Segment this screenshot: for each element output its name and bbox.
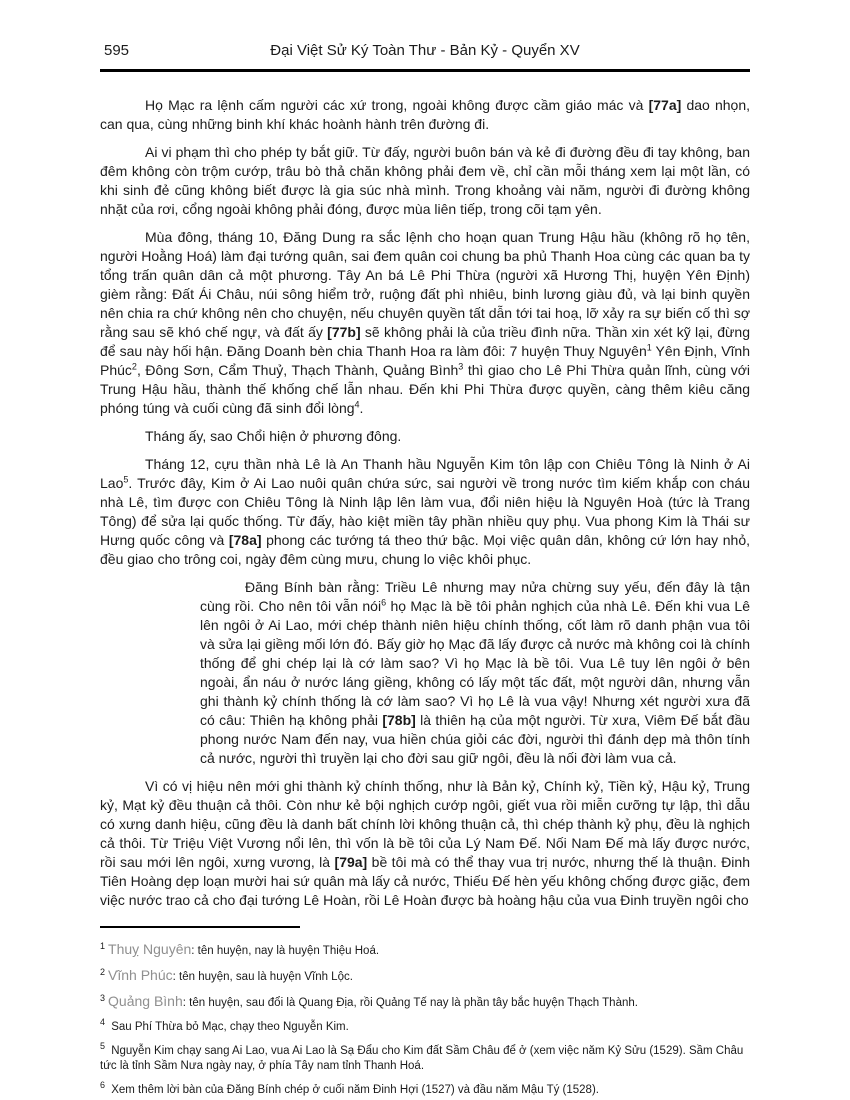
footnote-item	[100, 994, 750, 1011]
document-title: Đại Việt Sử Ký Toàn Thư - Bản Kỷ - Quyển XV	[270, 42, 580, 59]
footnote-item	[100, 1080, 750, 1098]
footnote-number: 6	[100, 1080, 106, 1091]
page-number: 595	[104, 42, 130, 59]
body-paragraph: Họ Mạc ra lệnh cấm người các xứ trong, ngoài không được cầm giáo mác và [77a] dao nhọn, can qua, cùng những binh khí khác hoành hành trên đường đi.	[100, 97, 751, 132]
folio-marker: [78a]	[228, 532, 262, 548]
footnotes	[100, 942, 750, 1098]
header-rule	[100, 69, 750, 72]
footnote-reference: 6	[381, 597, 387, 608]
body-paragraph: Mùa đông, tháng 10, Đăng Dung ra sắc lệnh cho hoạn quan Trung Hậu hầu (không rõ họ tên, người Hoằng Hoá) làm đại tướng quân, sai đem quân coi chung ba phủ Thanh Hoa cùng các quan ba ty tổng trấn quân dân cả một phương. Tây An bá Lê Phi Thừa (người xã Hương Thị, huyện Yên Định) gièm rằng: Đất Ái Châu, núi sông hiểm trở, ruộng đất phì nhiêu, binh lương giàu đủ, và lại binh quyền nên chia ra chứ không nên cho chuyện, nếu chuyên quyền tất dẫn tới tai hoạ, lỡ xảy ra sự biến cố thì sợ rằng sau sẽ khó chế ngự, và đất ấy [77b] sẽ không phải là của triều đình nữa. Thần xin xét kỹ lại, đừng để sau này hối hận. Đăng Doanh bèn chia Thanh Hoa ra làm đôi: 7 huyện Thuỵ Nguyên$^1$ Yên Định, Vĩnh Phúc$^2$, Đông Sơn, Cẩm Thuỷ, Thạch Thành, Quảng Bình$^3$ thì giao cho Lê Phi Thừa quản lĩnh, cùng với Trung Hậu hầu, thành thế khống chế lẫn nhau. Đến khi Phi Thừa được quyền, càng thêm kiêu căng phóng túng và cuối cùng đã sinh đổi lòng$^4$.	[100, 229, 750, 416]
footnote-item	[100, 1041, 750, 1074]
footnote-item	[100, 968, 750, 985]
footnote-text: Nguyễn Kim chạy sang Ai Lao, vua Ai Lao là Sạ Đẩu cho Kim đất Sầm Châu để ở (xem việc năm Kỷ Sửu (1529). Sầm Châu tức là tỉnh Sầm Nưa ngày nay, ở phía Tây nam tỉnh Thanh Hoá.	[100, 1045, 744, 1072]
footnote-text: : tên huyện, sau là huyện Vĩnh Lộc.	[172, 971, 353, 983]
quote-paragraph: Đăng Bính bàn rằng: Triều Lê nhưng may nửa chừng suy yếu, đến đây là tận cùng rồi. Cho nên tôi vẫn nói$^6$ họ Mạc là bề tôi phản nghịch của nhà Lê. Đến khi vua Lê lên ngôi ở Ai Lao, mới chép thành niên hiệu chính thống, cốt làm rõ danh phận vua tôi và sửa lại giềng mối lớn đó. Bấy giờ họ Mạc đã lấy được cả nước mà không coi là chính thống để ghi chép lại là cớ làm sao? Vì họ Mạc là bề tôi. Vua Lê tuy lên ngôi ở bên ngoài, ẩn náu ở nước láng giềng, không có lấy một tấc đất, một người dân, nhưng vẫn ghi thành kỷ chính thống là cớ làm sao? Vì họ Lê là vua vậy! Nhưng xét người xưa đã có câu: Thiên hạ không phải [78b] là thiên hạ của một người. Từ xưa, Viêm Đế bắt đầu phong nước Nam đến nay, vua hiền chúa giỏi các đời, người thì đánh dẹp mà thôn tính cả nước, người thì truyền lại cho đời sau giữ ngôi, đều là nối đời làm vua cả.	[200, 579, 750, 766]
footnote-number: 5	[100, 1041, 106, 1052]
footnote-separator	[100, 926, 300, 928]
body-paragraph: Tháng 12, cựu thần nhà Lê là An Thanh hầu Nguyễn Kim tôn lập con Chiêu Tông là Ninh ở Ai Lao$^5$. Trước đây, Kim ở Ai Lao nuôi quân chứa sức, sai người về trong nước tìm kiếm khắp con cháu nhà Lê, tìm được con Chiêu Tông là Ninh lập lên làm vua, đổi niên hiệu là Nguyên Hoà (tức là Trang Tông) để sửa lại quốc thống. Từ đấy, hào kiệt miền tây phần nhiều quy phụ. Vua phong Kim là Thái sư Hưng quốc công và [78a] phong các tướng tá theo thứ bậc. Mọi việc quân dân, không cứ lớn hay nhỏ, đều giao cho trông coi, ngày đêm cùng mưu, chung lo việc khôi phục.	[100, 456, 750, 567]
body-paragraph: Tháng ấy, sao Chổi hiện ở phương đông.	[145, 428, 402, 444]
footnote-reference: 4	[354, 399, 360, 410]
footnote-term: Vĩnh Phúc	[108, 967, 173, 983]
footnote-reference: 1	[646, 342, 652, 353]
folio-marker: [77b]	[327, 324, 361, 340]
footnote-reference: 5	[123, 474, 129, 485]
body-paragraph: Ai vi phạm thì cho phép ty bắt giữ. Từ đấy, người buôn bán và kẻ đi đường đều đi tay không, ban đêm không còn trộm cướp, trâu bò thả chăn không phải đem về, chỉ cần mỗi tháng xem lại một lần, có khi sinh đẻ cũng không biết được là gia súc nhà mình. Trong khoảng vài năm, người đi đường không nhặt của rơi, cổng ngoài không phải đóng, được mùa liên tiếp, trong cõi tạm yên.	[100, 144, 750, 217]
footnote-number: 4	[100, 1017, 106, 1028]
footnote-term: Thuỵ Nguyên	[108, 941, 192, 957]
folio-marker: [79a]	[334, 854, 368, 870]
footnote-text: : tên huyện, sau đổi là Quang Địa, rồi Quảng Tế nay là phần tây bắc huyện Thạch Thành.	[182, 997, 638, 1009]
body-text	[100, 96, 750, 910]
folio-marker: [78b]	[382, 712, 416, 728]
footnote-reference: 3	[458, 361, 464, 372]
footnote-item	[100, 942, 750, 959]
footnote-number: 2	[100, 967, 106, 978]
footnote-reference: 2	[131, 361, 137, 372]
footnote-text: : tên huyện, nay là huyện Thiệu Hoá.	[191, 945, 380, 957]
footnote-text: Sau Phí Thừa bỏ Mạc, chạy theo Nguyễn Kim.	[108, 1021, 349, 1033]
page-header	[100, 42, 750, 64]
footnote-term: Quảng Bình	[108, 993, 183, 1009]
footnote-number: 1	[100, 941, 106, 952]
footnote-text: Xem thêm lời bàn của Đăng Bính chép ở cuối năm Đinh Hợi (1527) và đầu năm Mậu Tý (1528).	[108, 1084, 599, 1096]
body-paragraph: Vì có vị hiệu nên mới ghi thành kỷ chính thống, như là Bản kỷ, Chính kỷ, Tiền kỷ, Hậu kỷ, Trung kỷ, Mạt kỷ đều thuận cả thôi. Còn như kẻ bội nghịch cướp ngôi, giết vua rồi miễn cưỡng tự lập, thì dẫu có xưng danh hiệu, cũng đều là danh bất chính lời không thuận cả, thì chép thành kỷ phụ, đều là nghịch cả thôi. Từ Triệu Việt Vương nổi lên, thì vốn là bề tôi của Lý Nam Đế. Nối Nam Đế mà lấy được nước, rồi sau mới lên ngôi, xưng vương, là [79a] bề tôi mà có thể thay vua trị nước, nhưng thế là thuận. Đinh Tiên Hoàng dẹp loạn mười hai sứ quân mà lấy cả nước, Thiếu Đế hèn yếu không chống được giặc, đem việc nước trao cả cho đại tướng Lê Hoàn, rồi Lê Hoàn được bà hoàng hậu của vua Đinh truyền ngôi cho	[100, 778, 750, 908]
folio-marker: [77a]	[648, 97, 682, 113]
footnote-item	[100, 1017, 750, 1035]
footnote-number: 3	[100, 993, 106, 1004]
